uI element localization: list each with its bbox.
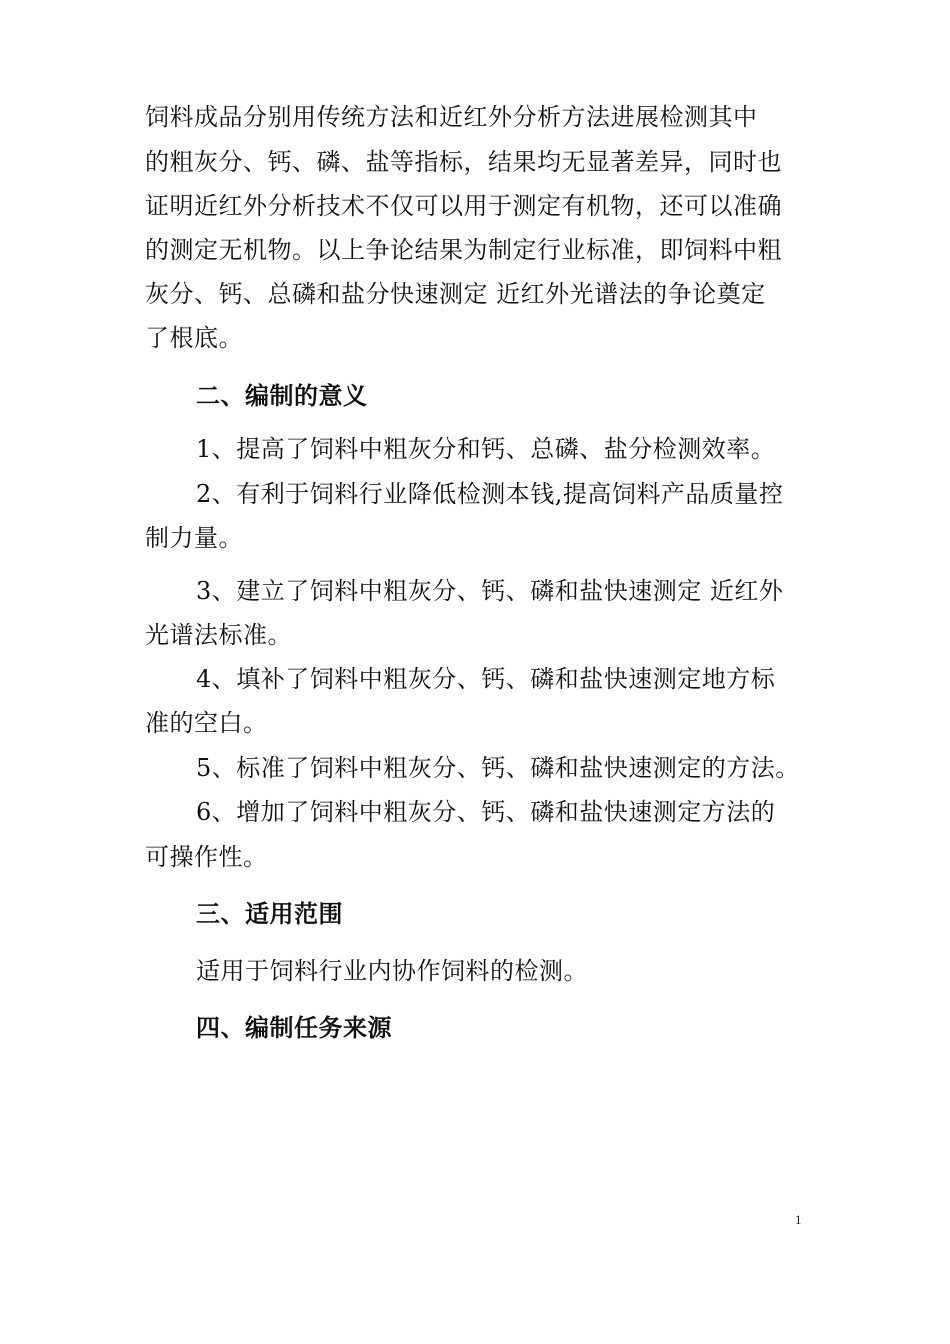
intro-line-5: 灰分、钙、总磷和盐分快速测定 近红外光谱法的争论奠定	[145, 280, 766, 308]
intro-line-4: 的测定无机物。以上争论结果为制定行业标准，即饲料中粗	[145, 236, 782, 264]
section-heading-scope: 三、适用范围	[196, 900, 343, 928]
list-item-3-line-1: 3、建立了饲料中粗灰分、钙、磷和盐快速测定 近红外	[196, 577, 784, 605]
list-item-5-line-1: 5、标准了饲料中粗灰分、钙、磷和盐快速测定的方法。	[196, 754, 800, 782]
intro-line-6: 了根底。	[145, 324, 243, 352]
list-item-2-line-2: 制力量。	[145, 524, 243, 552]
intro-line-1: 饲料成品分别用传统方法和近红外分析方法进展检测其中	[145, 103, 758, 131]
list-item-2-line-1: 2、有利于饲料行业降低检测本钱,提高饲料产品质量控	[196, 480, 784, 508]
section-heading-task-source: 四、编制任务来源	[196, 1014, 392, 1042]
list-item-1-line-1: 1、提高了饲料中粗灰分和钙、总磷、盐分检测效率。	[196, 435, 776, 463]
list-item-4-line-1: 4、填补了饲料中粗灰分、钙、磷和盐快速测定地方标	[196, 665, 776, 693]
list-item-3-line-2: 光谱法标准。	[145, 621, 292, 649]
list-item-6-line-1: 6、增加了饲料中粗灰分、钙、磷和盐快速测定方法的	[196, 798, 776, 826]
intro-line-3: 证明近红外分析技术不仅可以用于测定有机物，还可以准确	[145, 192, 782, 220]
scope-text: 适用于饲料行业内协作饲料的检测。	[196, 957, 588, 985]
page-number: 1	[795, 1212, 802, 1227]
list-item-4-line-2: 准的空白。	[145, 709, 268, 737]
section-heading-significance: 二、编制的意义	[196, 382, 368, 410]
intro-line-2: 的粗灰分、钙、磷、盐等指标，结果均无显著差异，同时也	[145, 148, 782, 176]
list-item-6-line-2: 可操作性。	[145, 843, 268, 871]
